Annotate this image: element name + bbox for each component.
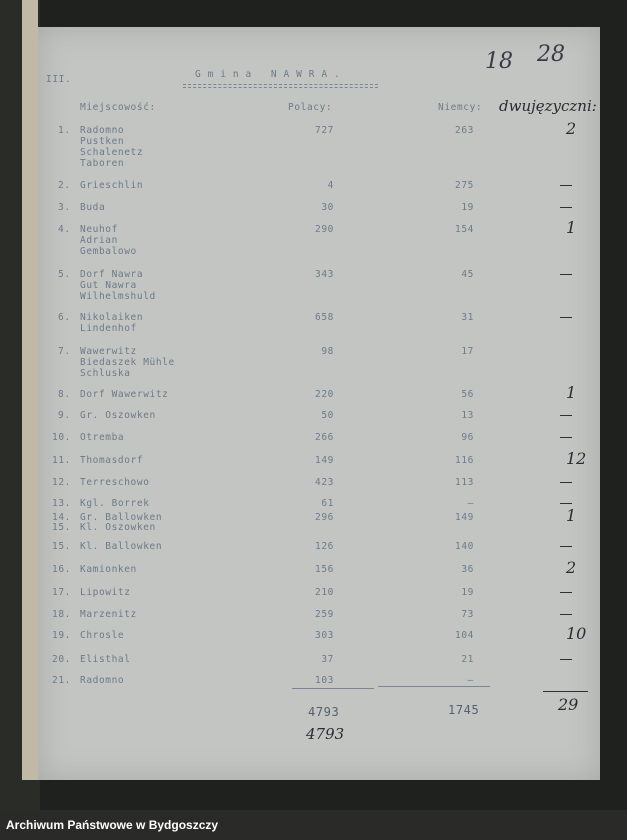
row-number: 8. [58,389,71,400]
german-count: 96 [461,432,474,443]
place-name: Taboren [80,158,125,169]
german-count: 263 [455,125,474,136]
place-name: Kamionken [80,564,137,575]
bilingual-dash [560,592,572,593]
place-name: Grieschlin [80,180,144,191]
polish-count: 126 [315,541,334,552]
bilingual-dash [560,437,572,438]
german-count: 149 [455,512,474,523]
row-number: 6. [58,312,71,323]
row-number: 18. [52,609,71,620]
col-header-place: Miejscowość: [80,102,156,113]
place-name: Wawerwitz [80,346,137,357]
sum-line-german [378,686,490,687]
title-underline [183,84,378,85]
polish-count: 658 [315,312,334,323]
polish-count: 37 [321,654,334,665]
bilingual-dash [560,185,572,186]
bilingual-count: 1 [566,218,577,237]
place-name: Elisthal [80,654,131,665]
place-name: Gr. Oszowken [80,410,156,421]
place-name: Neuhof [80,224,118,235]
total-german: 1745 [448,703,480,717]
bilingual-dash [560,207,572,208]
bilingual-count: 2 [566,119,577,138]
polish-count: 149 [315,455,334,466]
place-name: Gembalowo [80,246,137,257]
polish-count: 4 [327,180,334,191]
row-number: 14. [52,512,71,523]
row-number: 21. [52,675,71,686]
document-page [38,27,600,780]
german-count: 13 [461,410,474,421]
bilingual-count: 12 [566,449,587,468]
bilingual-count: 2 [566,558,577,577]
polish-count: 103 [315,675,334,686]
col-header-german: Niemcy: [438,102,483,113]
place-name: Buda [80,202,106,213]
archive-footer [0,810,627,840]
bilingual-dash [560,546,572,547]
total-bilingual: 29 [558,695,579,714]
place-name: Terreschowo [80,477,150,488]
binder-strip [22,0,38,780]
row-number: 4. [58,224,71,235]
polish-count: 220 [315,389,334,400]
polish-count: 296 [315,512,334,523]
place-name: Gut Nawra [80,280,137,291]
place-name: Adrian [80,235,118,246]
german-count: 104 [455,630,474,641]
row-number: 10. [52,432,71,443]
german-count: 56 [461,389,474,400]
row-number: 5. [58,269,71,280]
bilingual-dash [560,482,572,483]
row-number: 16. [52,564,71,575]
col-header-polish: Polacy: [288,102,333,113]
place-name: Lindenhof [80,323,137,334]
row-number: 13. [52,498,71,509]
place-name: Wilhelmshuld [80,291,156,302]
place-name: Kl. Oszowken [80,522,156,533]
german-count: — [467,498,474,509]
german-count: 36 [461,564,474,575]
polish-count: 61 [321,498,334,509]
polish-count: 210 [315,587,334,598]
row-number: 12. [52,477,71,488]
bilingual-dash [560,415,572,416]
archive-name: Archiwum Państwowe w Bydgoszczy [6,818,219,832]
polish-count: 290 [315,224,334,235]
german-count: 19 [461,587,474,598]
german-count: 113 [455,477,474,488]
bilingual-dash [560,317,572,318]
polish-count: 423 [315,477,334,488]
bilingual-dash [560,503,572,504]
total-polish-handwritten: 4793 [306,725,345,743]
place-name: Kgl. Borrek [80,498,150,509]
bilingual-count: 10 [566,624,587,643]
polish-count: 30 [321,202,334,213]
german-count: 19 [461,202,474,213]
row-number: 15. [52,541,71,552]
polish-count: 156 [315,564,334,575]
place-name: Gr. Ballowken [80,512,163,523]
polish-count: 98 [321,346,334,357]
row-number: 11. [52,455,71,466]
bilingual-count: 1 [566,506,577,525]
place-name: Pustken [80,136,125,147]
polish-count: 343 [315,269,334,280]
german-count: 116 [455,455,474,466]
place-name: Biedaszek Mühle [80,357,175,368]
bilingual-dash [560,614,572,615]
page-number-new: 28 [537,42,565,67]
german-count: 45 [461,269,474,280]
row-number: 19. [52,630,71,641]
row-number: 7. [58,346,71,357]
row-number: 20. [52,654,71,665]
page-title: G m i n a N A W R A . [195,69,341,80]
row-number: 17. [52,587,71,598]
polish-count: 259 [315,609,334,620]
place-name: Dorf Wawerwitz [80,389,169,400]
row-number: 15. [52,522,71,533]
place-name: Schalenetz [80,147,144,158]
bilingual-dash [560,659,572,660]
polish-count: 266 [315,432,334,443]
place-name: Nikolaiken [80,312,144,323]
row-number: 9. [58,410,71,421]
german-count: 275 [455,180,474,191]
german-count: 73 [461,609,474,620]
german-count: 21 [461,654,474,665]
bilingual-dash [560,274,572,275]
place-name: Thomasdorf [80,455,144,466]
place-name: Marzenitz [80,609,137,620]
place-name: Chrosle [80,630,125,641]
place-name: Lipowitz [80,587,131,598]
german-count: 140 [455,541,474,552]
sum-line-bilingual [543,691,588,692]
place-name: Radomno [80,125,125,136]
german-count: 31 [461,312,474,323]
title-underline-2 [183,87,378,88]
row-number: 1. [58,125,71,136]
row-number: 3. [58,202,71,213]
polish-count: 303 [315,630,334,641]
total-polish: 4793 [308,705,340,719]
place-name: Schluska [80,368,131,379]
german-count: 154 [455,224,474,235]
german-count: — [467,675,474,686]
section-number: III. [46,74,72,85]
polish-count: 50 [321,410,334,421]
sum-line-polish [292,688,374,689]
place-name: Kl. Ballowken [80,541,163,552]
polish-count: 727 [315,125,334,136]
row-number: 2. [58,180,71,191]
place-name: Dorf Nawra [80,269,144,280]
bilingual-count: 1 [566,383,577,402]
page-number-old: 18 [485,49,513,74]
german-count: 17 [461,346,474,357]
col-header-bilingual: dwujęzyczni: [499,97,597,115]
place-name: Otremba [80,432,125,443]
place-name: Radomno [80,675,125,686]
